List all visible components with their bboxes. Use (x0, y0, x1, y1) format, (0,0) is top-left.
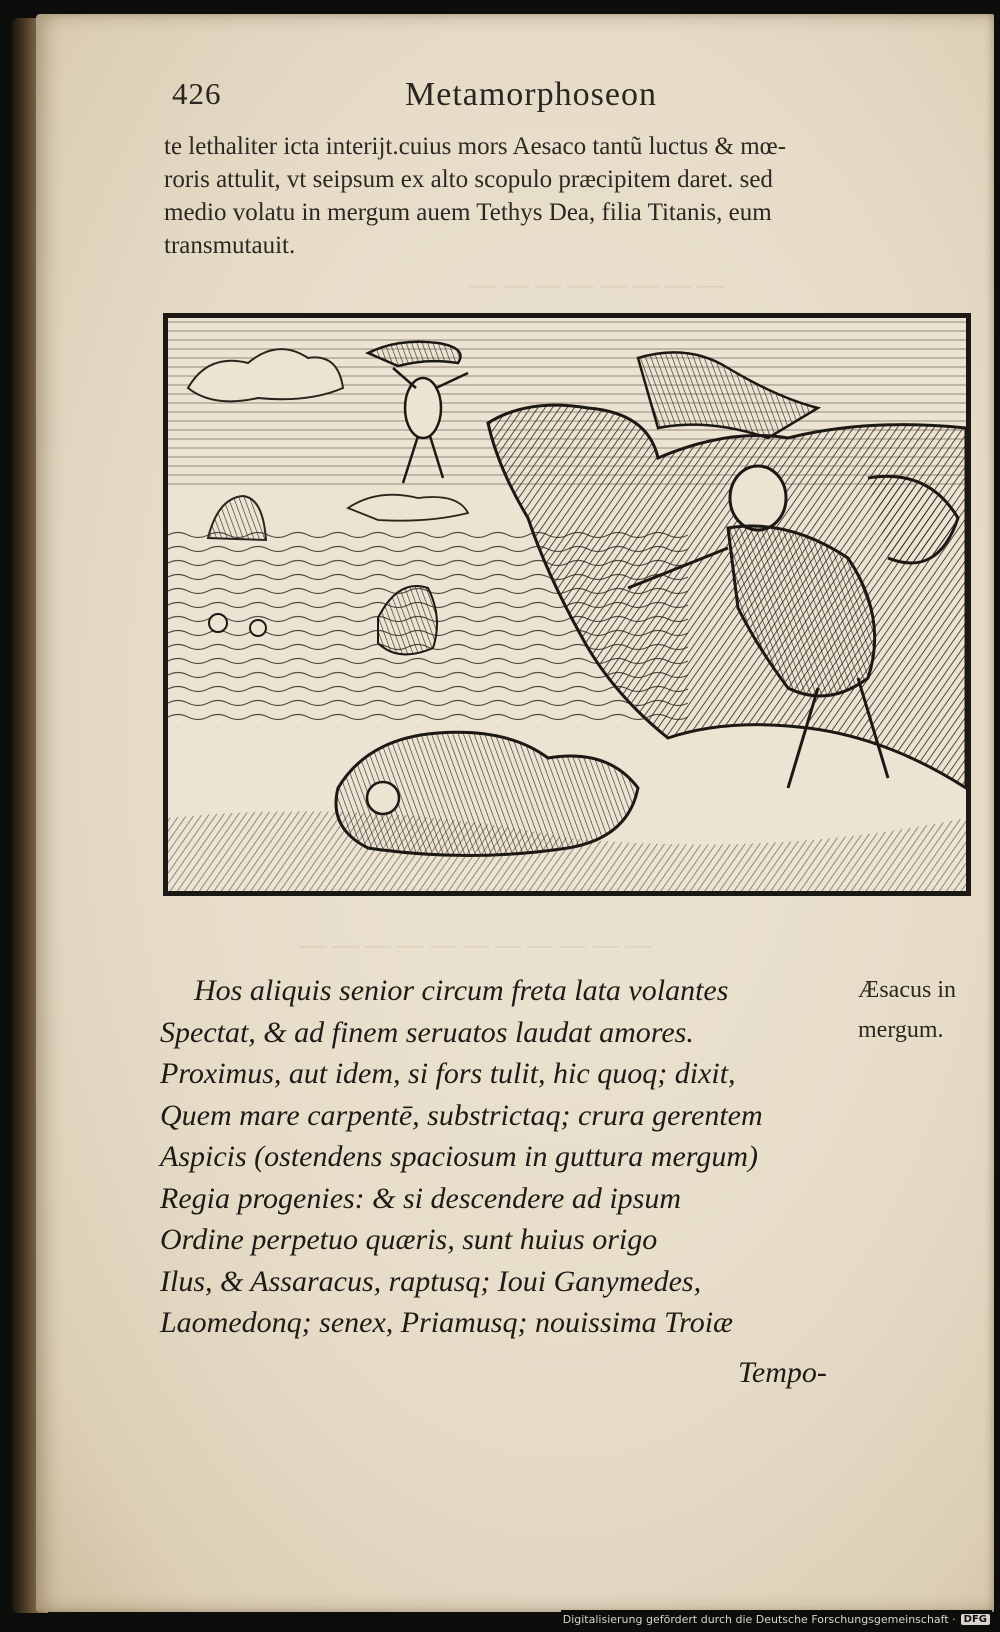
prose-paragraph (164, 130, 1000, 262)
prose-line: te lethaliter icta interijt.cuius mors Aesaco tantũ luctus & mœ- (164, 133, 787, 160)
verse-line: Spectat, & ad finem seruatos laudat amores. (160, 1015, 694, 1049)
woodcut-illustration (163, 313, 971, 896)
show-through: — — — — — — — — (470, 270, 724, 299)
verse-line: Proximus, aut idem, si fors tulit, hic quoq; dixit, (160, 1057, 736, 1090)
folio-number: 426 (172, 76, 222, 111)
catchword: Tempo- (738, 1356, 827, 1389)
running-head: Metamorphoseon (405, 76, 657, 113)
verse-line: Aspicis (ostendens spaciosum in guttura mergum) (160, 1140, 759, 1173)
verse-line: Ordine perpetuo quæris, sunt huius origo (160, 1223, 658, 1256)
prose-line: roris attulit, vt seipsum ex alto scopulo præcipitem daret. sed (164, 166, 773, 193)
prose-line: transmutauit. (164, 232, 296, 259)
verse-block (160, 970, 850, 1344)
show-through: — — — — — — — — — — — (300, 930, 651, 959)
verse-line: Laomedonq; senex, Priamusq; nouissima Troiæ (160, 1306, 734, 1339)
dfg-logo: DFG (961, 1614, 990, 1625)
reclining-figure-head (367, 782, 399, 814)
prose-line: medio volatu in mergum auem Tethys Dea, filia Titanis, eum (164, 199, 772, 226)
verse-line: Regia progenies: & si descendere ad ipsum (160, 1181, 682, 1215)
marginal-note (858, 970, 956, 1050)
woodcut-drawing (168, 318, 966, 891)
marginal-note-line: mergum. (858, 1017, 944, 1043)
verse-line: Ilus, & Assaracus, raptusq; Ioui Ganymedes, (160, 1264, 702, 1298)
digitization-footer (561, 1610, 992, 1628)
marginal-note-line: Æsacus in (858, 977, 956, 1003)
verse-line: Quem mare carpentē, substrictaq; crura gerentem (160, 1098, 763, 1132)
footer-credit: Digitalisierung gefördert durch die Deutsche Forschungsgemeinschaft · (562, 1612, 956, 1626)
verse-line: Hos aliquis senior circum freta lata volantes (194, 974, 729, 1007)
